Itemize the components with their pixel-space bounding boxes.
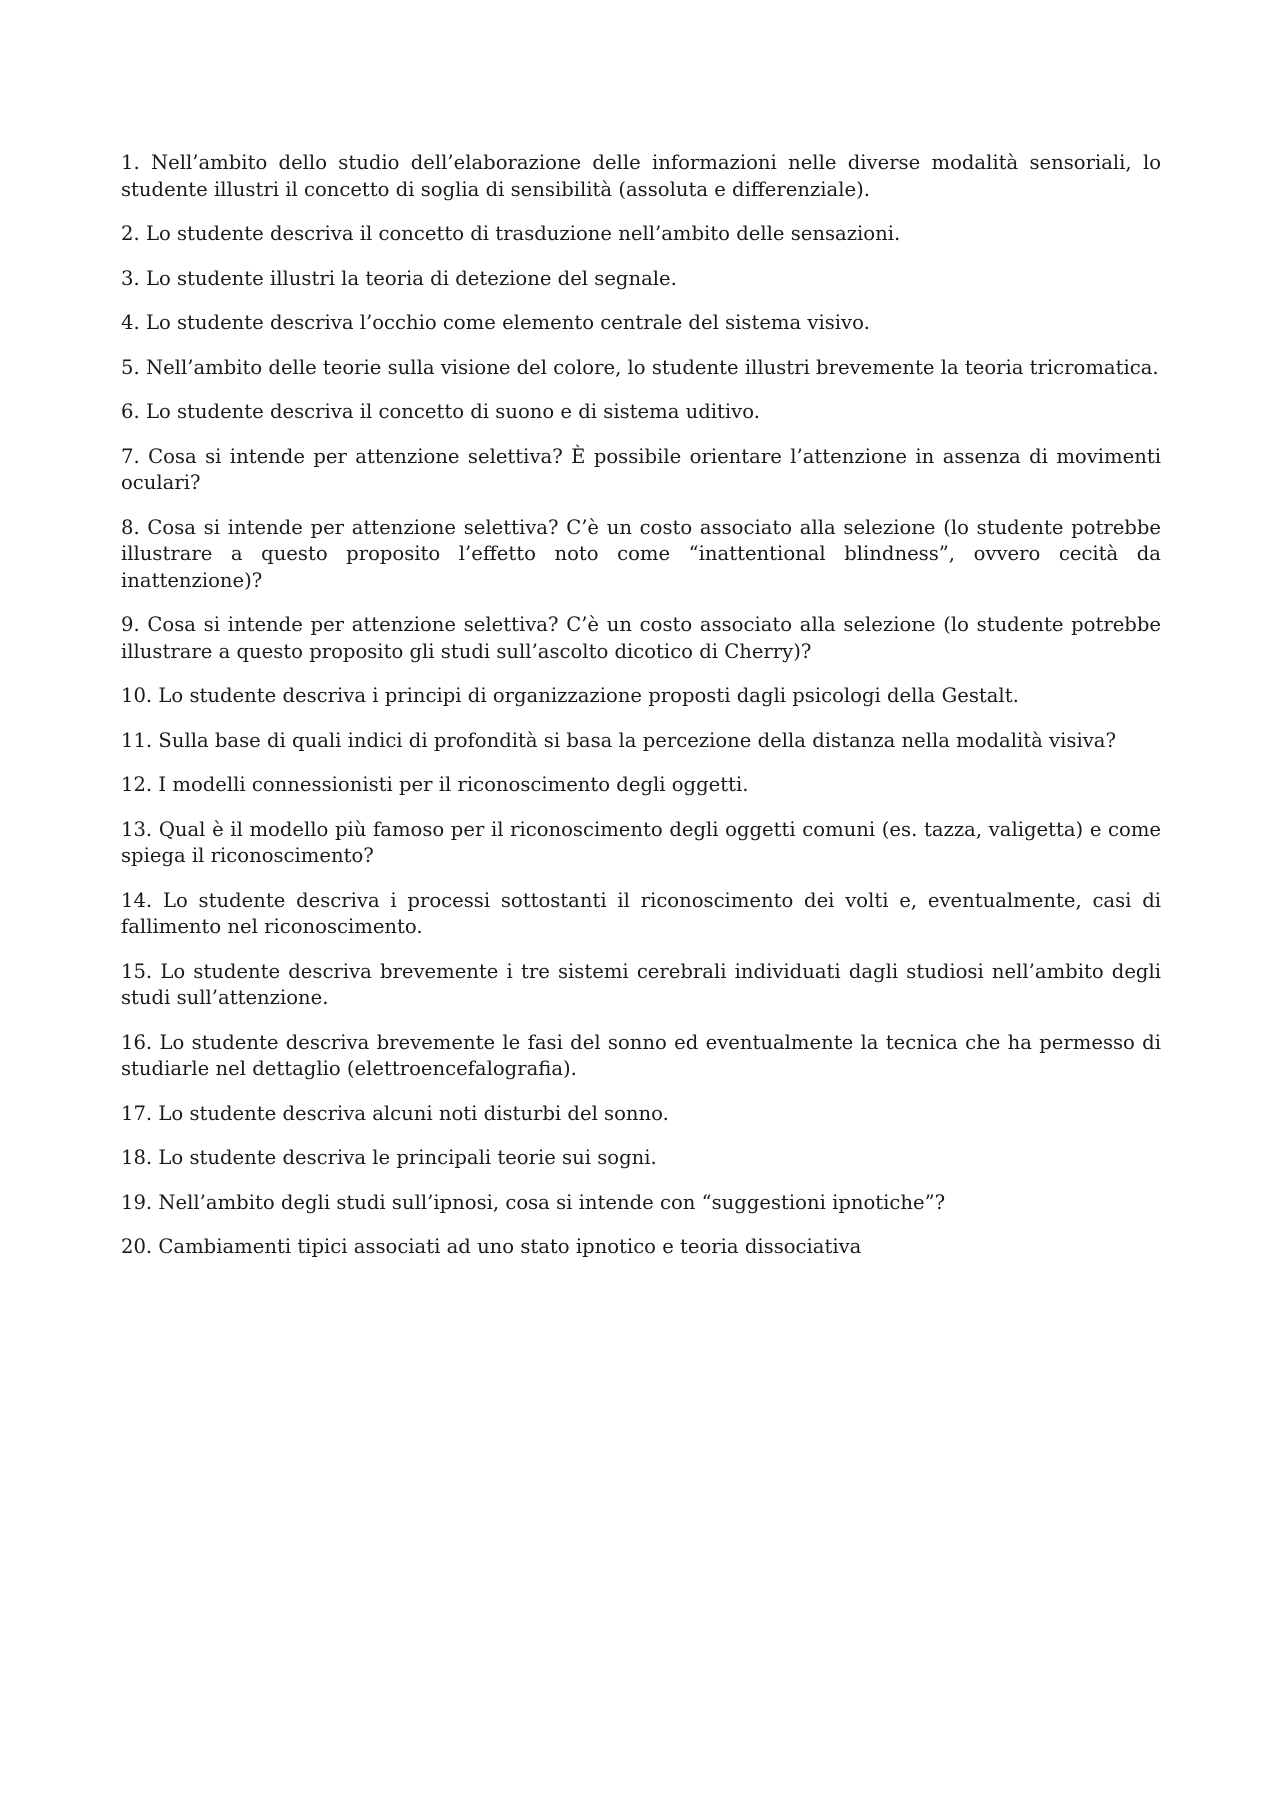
question-number: 9. [121,613,140,636]
question-item [121,817,1161,870]
question-number: 3. [121,266,140,290]
question-number: 18. [121,1146,153,1169]
question-text: I modelli connessionisti per il riconoscimento degli oggetti. [158,773,749,796]
question-number: 15. [121,959,153,983]
question-number: 14. [121,888,153,912]
question-text: Cosa si intende per attenzione selettiva? È possibile orientare l’attenzione in assenza di movimenti oculari? [121,444,1161,494]
question-number: 20. [121,1235,153,1258]
question-text: Cambiamenti tipici associati ad uno stato ipnotico e teoria dissociativa [158,1235,862,1258]
question-item [121,444,1161,497]
question-text: Lo studente descriva brevemente i tre sistemi cerebrali individuati dagli studiosi nell’ambito degli studi sull’attenzione. [121,959,1161,1009]
question-text: Lo studente descriva le principali teorie sui sogni. [158,1146,657,1169]
question-text: Lo studente descriva il concetto di trasduzione nell’ambito delle sensazioni. [145,222,901,245]
question-number: 12. [121,773,153,796]
question-text: Cosa si intende per attenzione selettiva? C’è un costo associato alla selezione (lo studente potrebbe illustrare a questo proposito gli studi sull’ascolto dicotico di Cherry)? [121,613,1161,663]
question-number: 19. [121,1190,153,1214]
question-item [121,355,1161,382]
question-item [121,1145,1161,1172]
question-item [121,150,1161,203]
question-text: Lo studente illustri la teoria di detezione del segnale. [145,266,677,290]
question-text: Nell’ambito dello studio dell’elaborazione delle informazioni nelle diverse modalità sensoriali, lo studente illustri il concetto di soglia di sensibilità (assoluta e differenziale). [121,151,1162,201]
question-text: Lo studente descriva i principi di organizzazione proposti dagli psicologi della Gestalt. [158,684,1019,707]
question-item [121,959,1161,1012]
question-number: 13. [121,817,153,841]
question-item [121,1234,1161,1261]
question-text: Lo studente descriva i processi sottostanti il riconoscimento dei volti e, eventualmente, casi di fallimento nel riconoscimento. [121,888,1162,938]
question-number: 6. [121,400,140,423]
question-item [121,399,1161,426]
question-number: 8. [121,515,140,539]
question-text: Cosa si intende per attenzione selettiva? C’è un costo associato alla selezione (lo studente potrebbe illustrare a questo proposito l’effetto noto come “inattentional blindness”, ovvero cecità da inattenzione)? [121,515,1161,592]
question-text: Lo studente descriva il concetto di suono e di sistema uditivo. [145,400,760,423]
question-list [121,150,1161,1279]
question-item [121,772,1161,799]
question-number: 5. [121,355,140,379]
question-item [121,612,1161,665]
question-item [121,310,1161,337]
question-item [121,888,1161,941]
question-item [121,728,1161,755]
question-number: 1. [121,151,140,174]
question-item [121,1190,1161,1217]
question-text: Qual è il modello più famoso per il riconoscimento degli oggetti comuni (es. tazza, valigetta) e come spiega il riconoscimento? [121,817,1161,867]
question-text: Lo studente descriva alcuni noti disturbi del sonno. [158,1101,669,1125]
question-number: 11. [121,728,153,752]
question-item [121,515,1161,595]
question-text: Lo studente descriva l’occhio come elemento centrale del sistema visivo. [145,311,870,334]
question-item [121,1101,1161,1128]
question-text: Sulla base di quali indici di profondità si basa la percezione della distanza nella modalità visiva? [158,728,1116,752]
question-text: Nell’ambito degli studi sull’ipnosi, cosa si intende con “suggestioni ipnotiche”? [158,1190,946,1214]
question-item [121,1030,1161,1083]
question-number: 4. [121,311,140,334]
question-number: 7. [121,444,140,468]
question-number: 10. [121,684,153,707]
question-item [121,683,1161,710]
question-number: 2. [121,222,140,245]
question-item [121,221,1161,248]
question-text: Lo studente descriva brevemente le fasi del sonno ed eventualmente la tecnica che ha permesso di studiarle nel dettaglio (elettroencefalografia). [121,1030,1161,1080]
question-number: 16. [121,1030,153,1054]
question-item [121,266,1161,293]
question-number: 17. [121,1101,153,1125]
question-text: Nell’ambito delle teorie sulla visione del colore, lo studente illustri brevemente la teoria tricromatica. [145,355,1159,379]
